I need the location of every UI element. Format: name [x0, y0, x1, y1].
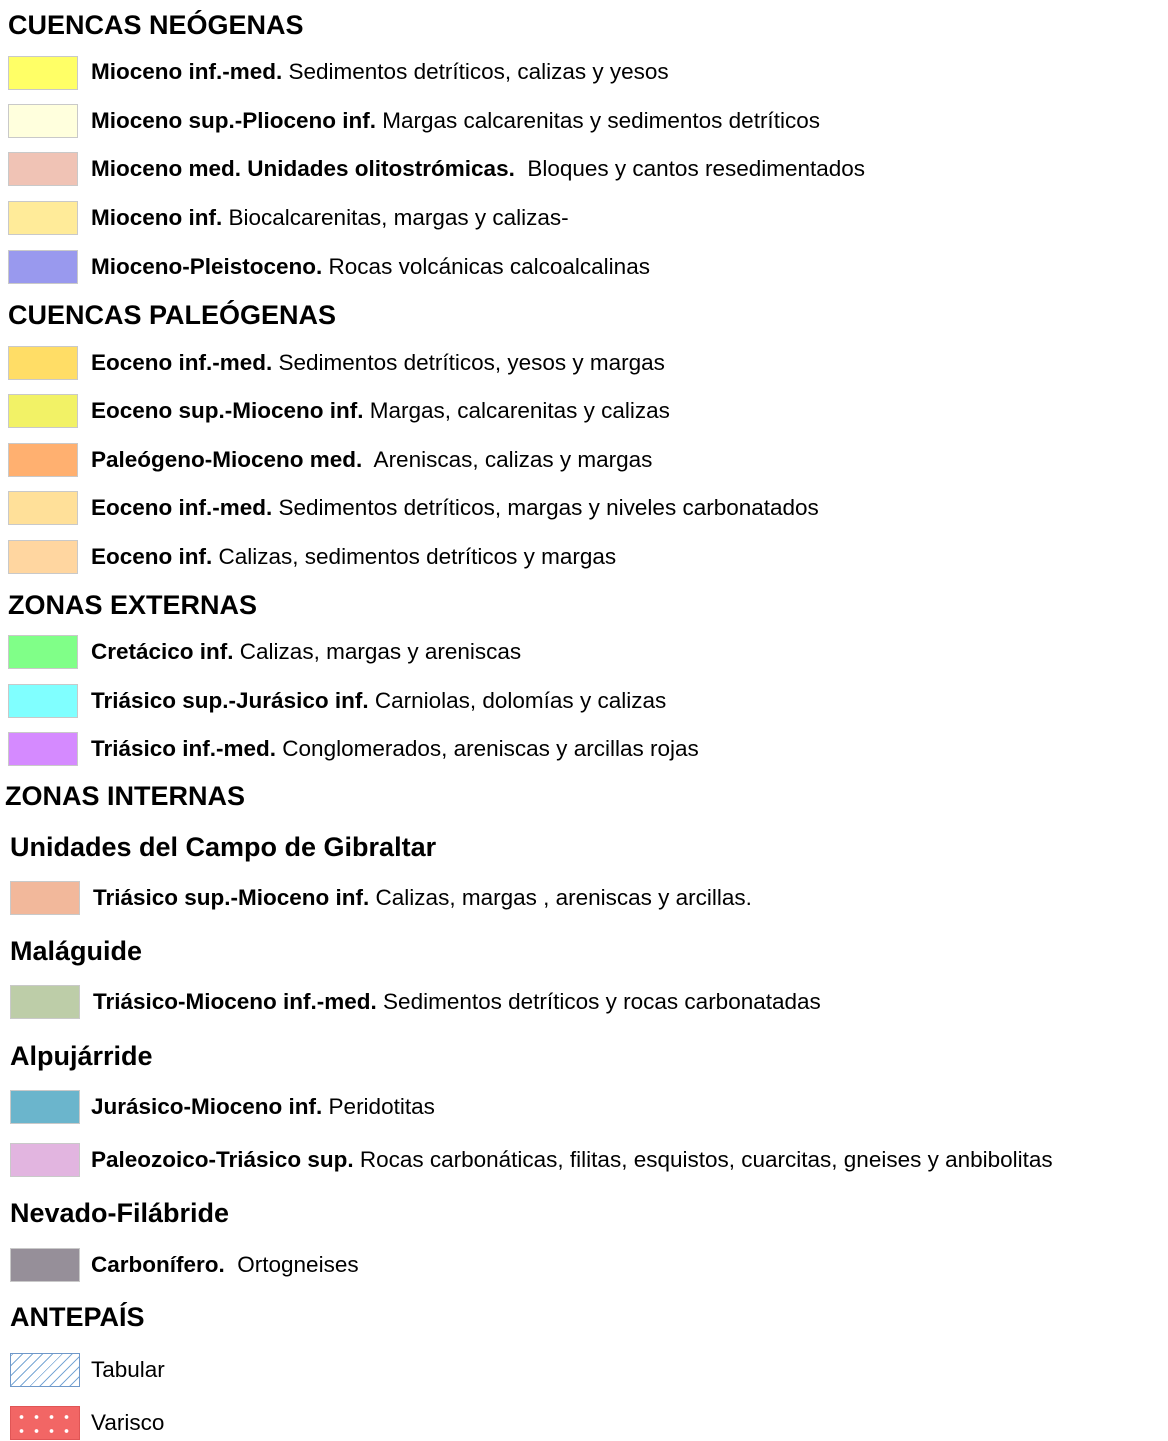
- legend-swatch: [10, 1248, 80, 1282]
- legend-item-description: Calizas, margas , areniscas y arcillas.: [369, 885, 752, 910]
- legend-item-label: [91, 57, 669, 87]
- legend-swatch: [8, 443, 78, 477]
- legend-swatch: [8, 152, 78, 186]
- legend-item-unit: Eoceno inf.-med.: [91, 350, 273, 375]
- legend-swatch: [8, 394, 78, 428]
- legend-item-unit: Eoceno inf.: [91, 544, 213, 569]
- legend-item-description: Rocas volcánicas calcoalcalinas: [322, 254, 650, 279]
- legend-item-label: [91, 542, 616, 572]
- legend-item-unit: Mioceno sup.-Plioceno inf.: [91, 108, 377, 133]
- legend-item-label: [91, 1408, 164, 1438]
- legend-swatch: [8, 732, 78, 766]
- legend-swatch: [8, 491, 78, 525]
- legend-item-description: Sedimentos detríticos y rocas carbonatadas: [376, 989, 821, 1014]
- legend-item-unit: Carbonífero.: [91, 1252, 225, 1277]
- legend-item-unit: Mioceno med. Unidades olitostrómicas.: [91, 156, 515, 181]
- legend-item-label: [91, 154, 865, 184]
- legend-item-label: [91, 1145, 1053, 1175]
- legend-item-label: [91, 396, 670, 426]
- legend-item-unit: Cretácico inf.: [91, 639, 234, 664]
- legend-item-label: [91, 203, 569, 233]
- legend-item-description: Tabular: [91, 1357, 165, 1382]
- legend-swatch: [10, 985, 80, 1019]
- section-heading-cuencas-neogenas: CUENCAS NEÓGENAS: [8, 10, 304, 40]
- legend-swatch: [8, 684, 78, 718]
- legend-swatch: [10, 1406, 80, 1440]
- legend-item-unit: Paleógeno-Mioceno med.: [91, 447, 363, 472]
- section-heading-zonas-externas: ZONAS EXTERNAS: [8, 590, 258, 620]
- legend-item-description: Calizas, margas y areniscas: [233, 639, 522, 664]
- legend-swatch: [8, 201, 78, 235]
- legend-item-description: Biocalcarenitas, margas y calizas-: [222, 205, 569, 230]
- legend-swatch: [8, 104, 78, 138]
- subsection-heading-alpujarride: Alpujárride: [10, 1041, 153, 1071]
- legend-item-unit: Mioceno inf.: [91, 205, 223, 230]
- legend-item-label: [91, 734, 699, 764]
- legend-item-description: Bloques y cantos resedimentados: [514, 156, 866, 181]
- legend-item-description: Margas, calcarenitas y calizas: [363, 398, 670, 423]
- legend-swatch: [10, 1143, 80, 1177]
- legend-item-label: [91, 1250, 359, 1280]
- subsection-heading-nevado-filabride: Nevado-Filábride: [10, 1198, 230, 1228]
- legend-item-description: Sedimentos detríticos, margas y niveles carbonatados: [272, 495, 819, 520]
- legend-item-description: Varisco: [91, 1410, 165, 1435]
- legend-item-unit: Triásico sup.-Mioceno inf.: [93, 885, 370, 910]
- legend-item-label: [91, 493, 819, 523]
- legend-item-description: Conglomerados, areniscas y arcillas rojas: [276, 736, 699, 761]
- legend-item-description: Ortogneises: [224, 1252, 359, 1277]
- legend-item-label: [91, 1092, 435, 1122]
- legend-swatch: [8, 346, 78, 380]
- section-heading-antepais: ANTEPAÍS: [10, 1302, 145, 1332]
- legend-swatch: [8, 56, 78, 90]
- legend-item-label: [91, 252, 650, 282]
- subsection-heading-malaguide: Maláguide: [10, 936, 143, 966]
- legend-item-label: [91, 445, 652, 475]
- legend-swatch: [10, 881, 80, 915]
- legend-item-unit: Triásico inf.-med.: [91, 736, 277, 761]
- legend-item-unit: Triásico-Mioceno inf.-med.: [93, 989, 377, 1014]
- legend-item-label: [91, 1355, 165, 1385]
- legend-item-description: Carniolas, dolomías y calizas: [368, 688, 667, 713]
- section-heading-cuencas-paleogenas: CUENCAS PALEÓGENAS: [8, 300, 337, 330]
- legend-item-label: [91, 106, 820, 136]
- legend-swatch: [10, 1353, 80, 1387]
- legend-swatch: [8, 250, 78, 284]
- legend-item-description: Sedimentos detríticos, calizas y yesos: [282, 59, 669, 84]
- legend-item-label: [93, 883, 752, 913]
- subsection-heading-unidades-del-campo-de-gibraltar: Unidades del Campo de Gibraltar: [10, 832, 437, 862]
- legend-swatch: [8, 635, 78, 669]
- legend-item-label: [91, 686, 666, 716]
- legend-item-description: Sedimentos detríticos, yesos y margas: [272, 350, 665, 375]
- legend-swatch: [8, 540, 78, 574]
- legend-item-unit: Triásico sup.-Jurásico inf.: [91, 688, 369, 713]
- legend-item-description: Peridotitas: [322, 1094, 435, 1119]
- legend-item-unit: Eoceno sup.-Mioceno inf.: [91, 398, 364, 423]
- legend-item-unit: Mioceno-Pleistoceno.: [91, 254, 323, 279]
- legend-item-label: [91, 348, 665, 378]
- legend-item-label: [91, 637, 521, 667]
- legend-item-description: Margas calcarenitas y sedimentos detríticos: [376, 108, 820, 133]
- legend-item-description: Calizas, sedimentos detríticos y margas: [212, 544, 617, 569]
- legend-item-unit: Jurásico-Mioceno inf.: [91, 1094, 323, 1119]
- legend-item-description: Rocas carbonáticas, filitas, esquistos, cuarcitas, gneises y anbibolitas: [353, 1147, 1053, 1172]
- section-heading-zonas-internas: ZONAS INTERNAS: [5, 781, 246, 811]
- legend-item-unit: Mioceno inf.-med.: [91, 59, 283, 84]
- legend-item-description: Areniscas, calizas y margas: [362, 447, 653, 472]
- legend-item-label: [93, 987, 821, 1017]
- legend-item-unit: Paleozoico-Triásico sup.: [91, 1147, 354, 1172]
- legend-item-unit: Eoceno inf.-med.: [91, 495, 273, 520]
- legend-swatch: [10, 1090, 80, 1124]
